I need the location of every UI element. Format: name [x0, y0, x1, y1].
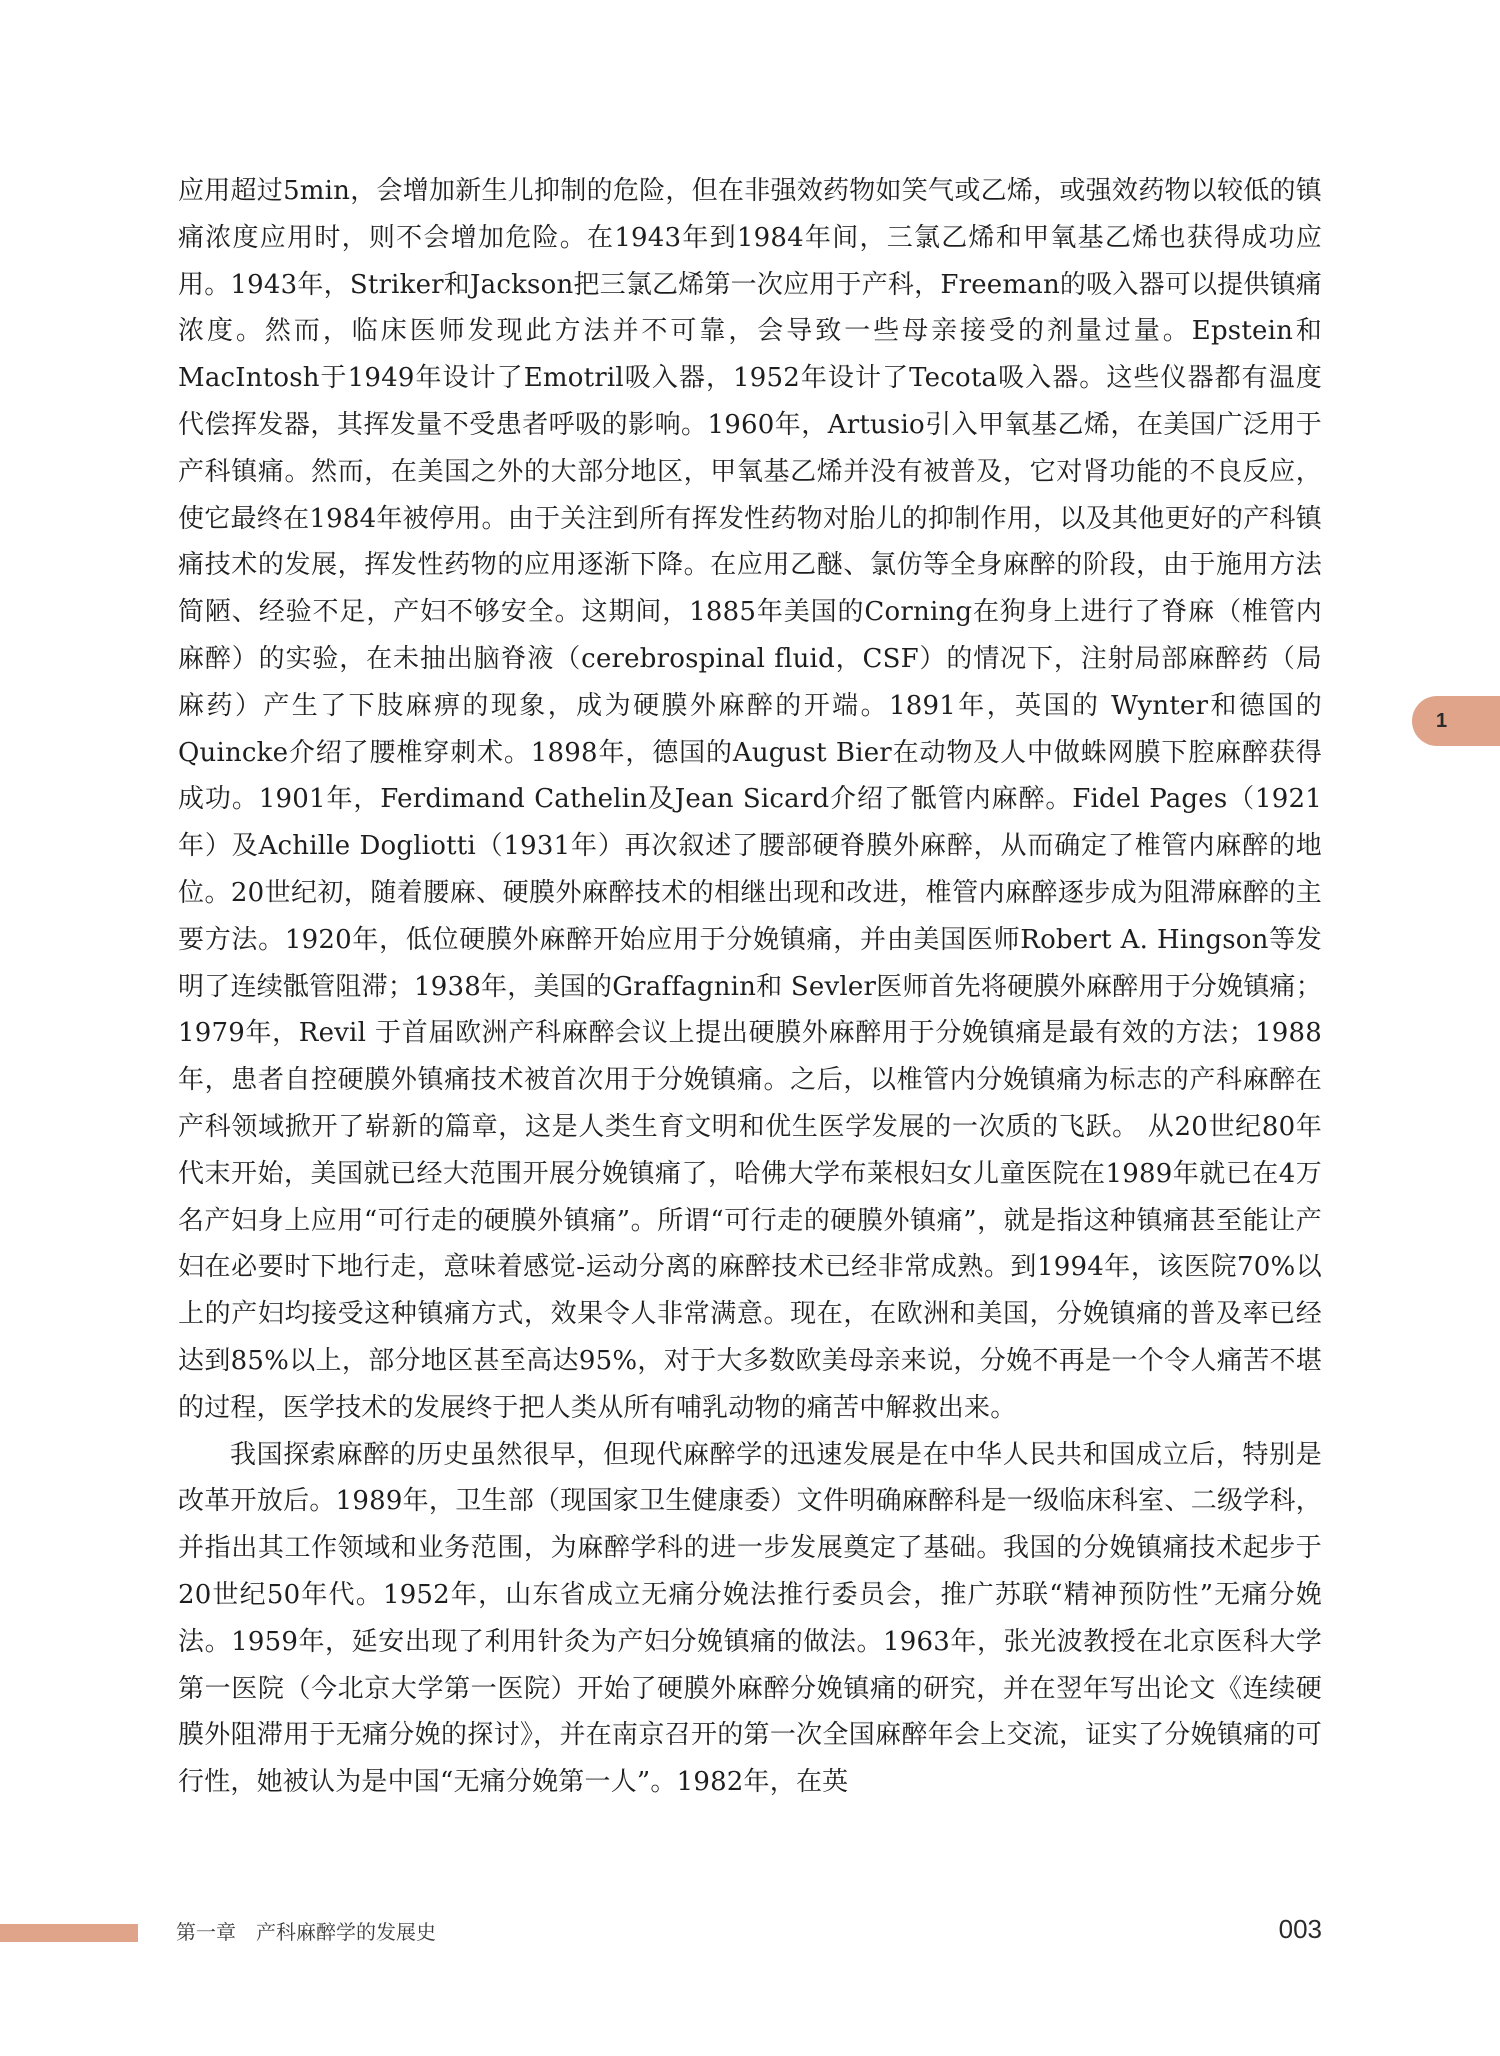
main-text: [178, 168, 1322, 1806]
paragraph-1: 应用超过5min，会增加新生儿抑制的危险，但在非强效药物如笑气或乙烯，或强效药物以较低的镇痛浓度应用时，则不会增加危险。在1943年到1984年间，三氯乙烯和甲氧基乙烯也获得成功应用。1943年，Striker和Jackson把三氯乙烯第一次应用于产科，Freeman的吸入器可以提供镇痛浓度。然而，临床医师发现此方法并不可靠，会导致一些母亲接受的剂量过量。Epstein和MacIntosh于1949年设计了Emotril吸入器，1952年设计了Tecota吸入器。这些仪器都有温度代偿挥发器，其挥发量不受患者呼吸的影响。1960年，Artusio引入甲氧基乙烯，在美国广泛用于产科镇痛。然而，在美国之外的大部分地区，甲氧基乙烯并没有被普及，它对肾功能的不良反应，使它最终在1984年被停用。由于关注到所有挥发性药物对胎儿的抑制作用，以及其他更好的产科镇痛技术的发展，挥发性药物的应用逐渐下降。在应用乙醚、氯仿等全身麻醉的阶段，由于施用方法简陋、经验不足，产妇不够安全。这期间，1885年美国的Corning在狗身上进行了脊麻（椎管内麻醉）的实验，在未抽出脑脊液（cerebrospinal fluid，CSF）的情况下，注射局部麻醉药（局麻药）产生了下肢麻痹的现象，成为硬膜外麻醉的开端。1891年，英国的 Wynter和德国的Quincke介绍了腰椎穿刺术。1898年，德国的August Bier在动物及人中做蛛网膜下腔麻醉获得成功。1901年，Ferdimand Cathelin及Jean Sicard介绍了骶管内麻醉。Fidel Pages（1921年）及Achille Dogliotti（1931年）再次叙述了腰部硬脊膜外麻醉，从而确定了椎管内麻醉的地位。20世纪初，随着腰麻、硬膜外麻醉技术的相继出现和改进，椎管内麻醉逐步成为阻滞麻醉的主要方法。1920年，低位硬膜外麻醉开始应用于分娩镇痛，并由美国医师Robert A. Hingson等发明了连续骶管阻滞；1938年，美国的Graffagnin和 Sevler医师首先将硬膜外麻醉用于分娩镇痛；1979年，Revil 于首届欧洲产科麻醉会议上提出硬膜外麻醉用于分娩镇痛是最有效的方法；1988年，患者自控硬膜外镇痛技术被首次用于分娩镇痛。之后，以椎管内分娩镇痛为标志的产科麻醉在产科领域掀开了崭新的篇章，这是人类生育文明和优生医学发展的一次质的飞跃。 从20世纪80年代末开始，美国就已经大范围开展分娩镇痛了，哈佛大学布莱根妇女儿童医院在1989年就已在4万名产妇身上应用“可行走的硬膜外镇痛”。所谓“可行走的硬膜外镇痛”，就是指这种镇痛甚至能让产妇在必要时下地行走，意味着感觉-运动分离的麻醉技术已经非常成熟。到1994年，该医院70%以上的产妇均接受这种镇痛方式，效果令人非常满意。现在，在欧洲和美国，分娩镇痛的普及率已经达到85%以上，部分地区甚至高达95%，对于大多数欧美母亲来说，分娩不再是一个令人痛苦不堪的过程，医学技术的发展终于把人类从所有哺乳动物的痛苦中解救出来。: [178, 176, 1322, 1423]
footer-accent-bar: [0, 1924, 138, 1942]
chapter-tab: [1412, 696, 1500, 746]
page-number: 003: [1278, 1914, 1322, 1944]
chapter-tab-number: 1: [1436, 710, 1448, 732]
paragraph-2: 我国探索麻醉的历史虽然很早，但现代麻醉学的迅速发展是在中华人民共和国成立后，特别是改革开放后。1989年，卫生部（现国家卫生健康委）文件明确麻醉科是一级临床科室、二级学科，并指出其工作领域和业务范围，为麻醉学科的进一步发展奠定了基础。我国的分娩镇痛技术起步于20世纪50年代。1952年，山东省成立无痛分娩法推行委员会，推广苏联“精神预防性”无痛分娩法。1959年，延安出现了利用针灸为产妇分娩镇痛的做法。1963年，张光波教授在北京医科大学第一医院（今北京大学第一医院）开始了硬膜外麻醉分娩镇痛的研究，并在翌年写出论文《连续硬膜外阻滞用于无痛分娩的探讨》，并在南京召开的第一次全国麻醉年会上交流，证实了分娩镇痛的可行性，她被认为是中国“无痛分娩第一人”。1982年，在英: [178, 1439, 1322, 1798]
footer-chapter-title: 第一章 产科麻醉学的发展史: [176, 1920, 436, 1944]
